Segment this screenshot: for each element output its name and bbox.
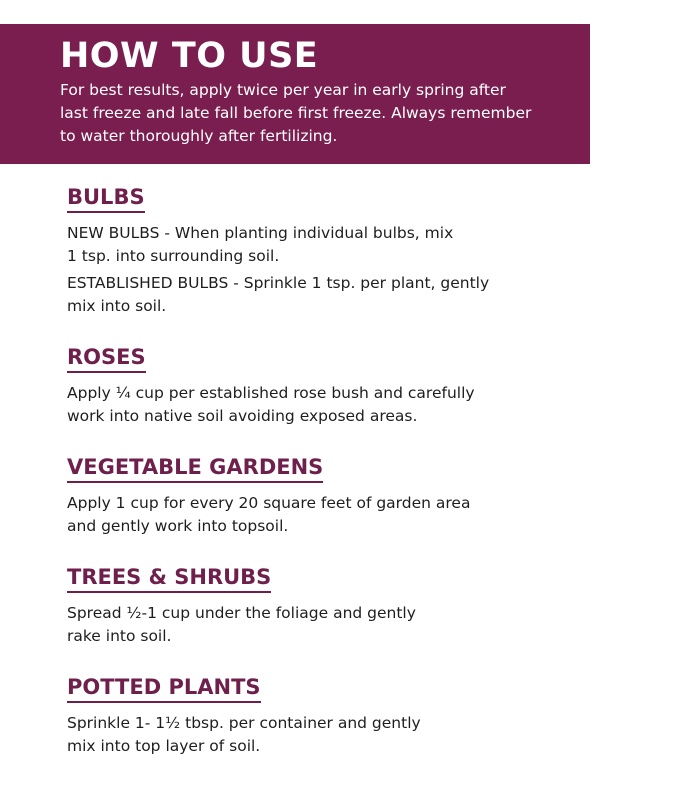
bulbs-new-text: NEW BULBS - When planting individual bulbs, mix 1 tsp. into surrounding soil. xyxy=(67,224,454,265)
section-heading-potted-plants: POTTED PLANTS xyxy=(67,674,261,703)
section-trees-shrubs xyxy=(67,564,587,648)
section-heading-roses: ROSES xyxy=(67,344,146,373)
section-heading-trees-shrubs: TREES & SHRUBS xyxy=(67,564,271,593)
section-potted-plants xyxy=(67,674,587,758)
section-bulbs xyxy=(67,184,587,318)
how-to-use-banner xyxy=(0,24,590,164)
roses-text: Apply ¼ cup per established rose bush and carefully work into native soil avoiding exposed areas. xyxy=(67,384,475,425)
section-vegetable-gardens xyxy=(67,454,587,538)
vegetable-gardens-text: Apply 1 cup for every 20 square feet of garden area and gently work into topsoil. xyxy=(67,494,471,535)
intro-text: For best results, apply twice per year in early spring after last freeze and late fall before first freeze. Always remember to water thoroughly after fertilizing. xyxy=(60,81,532,145)
section-roses xyxy=(67,344,587,428)
section-heading-bulbs: BULBS xyxy=(67,184,145,213)
bulbs-established-text: ESTABLISHED BULBS - Sprinkle 1 tsp. per plant, gently mix into soil. xyxy=(67,274,490,315)
trees-shrubs-text: Spread ½-1 cup under the foliage and gently rake into soil. xyxy=(67,604,416,645)
page-title: HOW TO USE xyxy=(60,36,319,76)
potted-plants-text: Sprinkle 1- 1½ tbsp. per container and gently mix into top layer of soil. xyxy=(67,714,421,755)
section-heading-vegetable-gardens: VEGETABLE GARDENS xyxy=(67,454,323,483)
instructions-list xyxy=(67,184,587,784)
